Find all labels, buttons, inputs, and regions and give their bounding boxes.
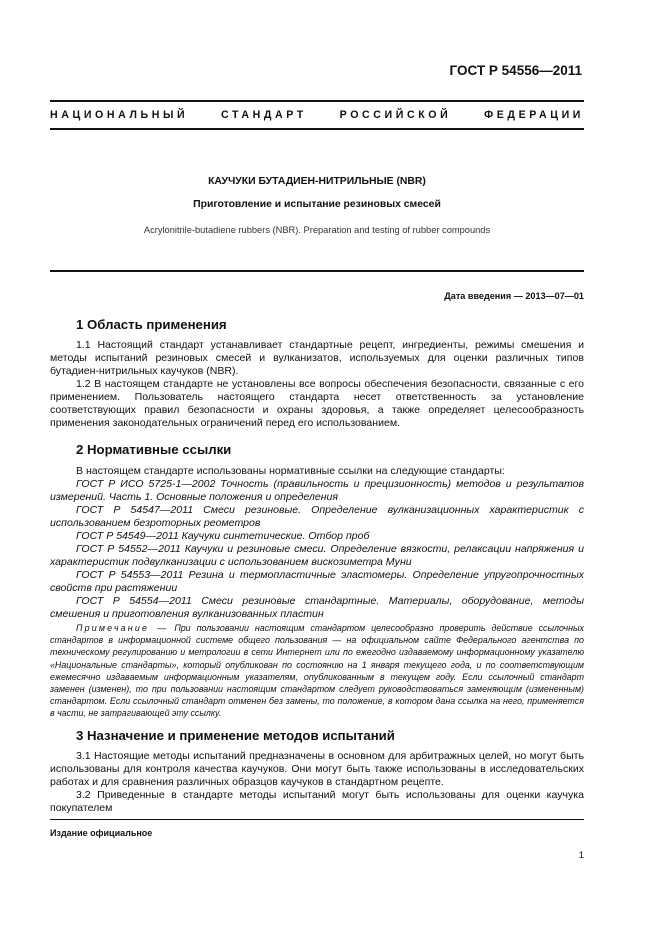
- section-3-paragraph-2: 3.2 Приведенные в стандарте методы испытаний могут быть использованы для оценки каучука покупателем: [50, 789, 584, 814]
- header-rule-top: [50, 100, 584, 102]
- normative-reference: ГОСТ Р 54554—2011 Смеси резиновые стандартные. Материалы, оборудование, методы смешения и приготовления вулканизованных пластин: [50, 595, 584, 620]
- footer-rule: [50, 819, 584, 820]
- title-english: Acrylonitrile-butadiene rubbers (NBR). Preparation and testing of rubber compounds: [143, 225, 491, 235]
- section-2-intro: В настоящем стандарте использованы нормативные ссылки на следующие стандарты:: [76, 465, 505, 477]
- title-sub: Приготовление и испытание резиновых смесей: [193, 199, 441, 210]
- note-lead: Примечание —: [76, 623, 169, 633]
- title-main: КАУЧУКИ БУТАДИЕН-НИТРИЛЬНЫЕ (NBR): [208, 176, 426, 187]
- normative-reference: ГОСТ Р ИСО 5725-1—2002 Точность (правильность и прецизионность) методов и результатов измерений. Часть 1. Основные положения и определения: [50, 478, 584, 503]
- section-1-heading: 1 Область применения: [76, 317, 227, 332]
- section-2-note: [50, 622, 584, 720]
- introduction-date: Дата введения — 2013—07—01: [444, 291, 584, 301]
- document-number: ГОСТ Р 54556—2011: [449, 63, 582, 78]
- normative-reference: ГОСТ Р 54552—2011 Каучуки и резиновые смеси. Определение вязкости, релаксации напряжения и характеристик подвулканизации с использованием вискозиметра Муни: [50, 543, 584, 568]
- section-2-heading: 2 Нормативные ссылки: [76, 442, 232, 457]
- section-3-paragraph-1: 3.1 Настоящие методы испытаний предназначены в основном для арбитражных целей, но могут быть использованы для контроля качества каучуков. Они могут быть также использованы в исследовательских работах и для сравнения различных образцов каучуков в стандартном рецепте.: [50, 750, 584, 788]
- normative-reference: ГОСТ Р 54547—2011 Смеси резиновые. Определение вулканизационных характеристик с использованием безроторных реометров: [50, 504, 584, 529]
- national-standard-banner: НАЦИОНАЛЬНЫЙ СТАНДАРТ РОССИЙСКОЙ ФЕДЕРАЦИИ: [50, 109, 584, 121]
- section-1-paragraph-1: 1.1 Настоящий стандарт устанавливает стандартные рецепт, ингредиенты, режимы смешения и методы испытаний резиновых смесей и вулканизатов, используемых для оценки различных типов бутадиен-нитрильных каучуков (NBR).: [50, 339, 584, 377]
- section-3-heading: 3 Назначение и применение методов испытаний: [76, 728, 395, 743]
- title-rule: [50, 270, 584, 272]
- official-edition-label: Издание официальное: [50, 828, 153, 838]
- page-number: 1: [578, 850, 584, 861]
- normative-reference: ГОСТ Р 54549—2011 Каучуки синтетические. Отбор проб: [76, 530, 370, 542]
- section-1-paragraph-2: 1.2 В настоящем стандарте не установлены все вопросы обеспечения безопасности, связанные с его применением. Пользователь настоящего стандарта несет ответственность за установление соответствующих правил безопасности и охраны здоровья, а также определяет целесообразность применения законодательных ограничений перед его использованием.: [50, 378, 584, 429]
- normative-reference: ГОСТ Р 54553—2011 Резина и термопластичные эластомеры. Определение упругопрочностных свойств при растяжении: [50, 569, 584, 594]
- note-text: При пользовании настоящим стандартом целесообразно проверить действие ссылочных стандартов в информационной системе общего пользования — на официальном сайте Федерального агентства по техническому регулированию и метрологии в сети Интернет или по ежегодно издаваемому информационному указателю «Национальные стандарты», который опубликован по состоянию на 1 января текущего года, и по соответствующим ежемесячно издаваемым информационным указателям, опубликованным в текущем году. Если ссылочный стандарт заменен (изменен), то при пользовании настоящим стандартом следует руководствоваться заменяющим (измененным) стандартом. Если ссылочный стандарт отменен без замены, то положение, в котором дана ссылка на него, применяется в части, не затрагивающей эту ссылку.: [50, 623, 584, 719]
- header-rule-bottom: [50, 128, 584, 130]
